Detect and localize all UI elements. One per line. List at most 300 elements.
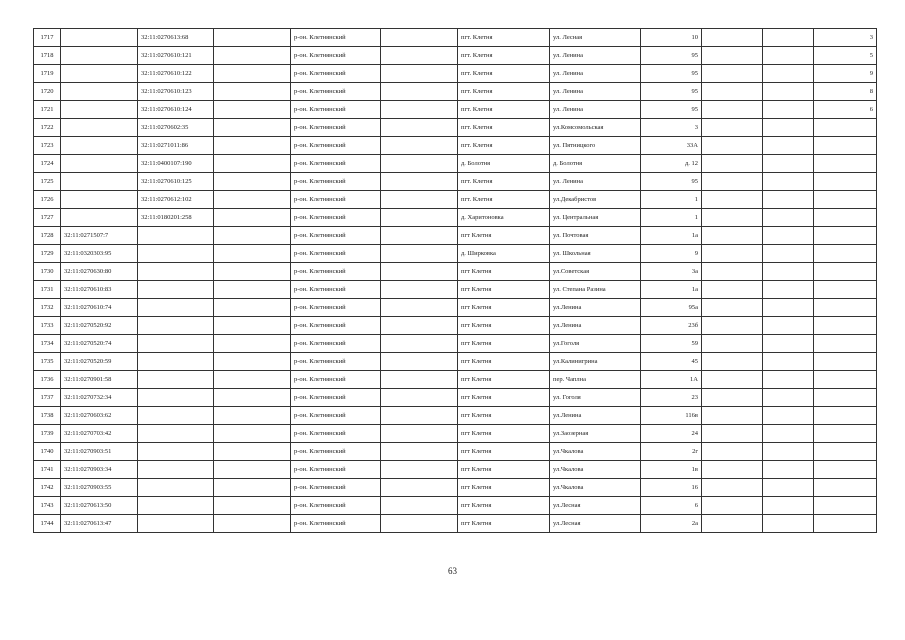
- district-cell: р-он. Клетнянский: [291, 245, 381, 263]
- locality-cell: пгт. Клетня: [458, 101, 550, 119]
- empty-cell: [702, 227, 763, 245]
- street-cell: ул. Почтовая: [550, 227, 641, 245]
- empty-cell: [763, 83, 814, 101]
- row-number-cell: 1727: [34, 209, 61, 227]
- empty-cell: [214, 515, 291, 533]
- empty-cell: [214, 479, 291, 497]
- flat-number-cell: 6: [814, 101, 877, 119]
- cadastral-number-alt-cell: 32:11:0270612:102: [138, 191, 214, 209]
- row-number-cell: 1722: [34, 119, 61, 137]
- empty-cell: [214, 245, 291, 263]
- street-cell: ул. Ленина: [550, 173, 641, 191]
- empty-cell: [702, 119, 763, 137]
- street-cell: ул.Советская: [550, 263, 641, 281]
- house-number-cell: 1а: [641, 281, 702, 299]
- district-cell: р-он. Клетнянский: [291, 263, 381, 281]
- empty-cell: [381, 335, 458, 353]
- street-cell: пер. Чаплна: [550, 371, 641, 389]
- empty-cell: [702, 245, 763, 263]
- empty-cell: [381, 65, 458, 83]
- district-cell: р-он. Клетнянский: [291, 407, 381, 425]
- cadastral-number-cell: 32:11:0270520:92: [61, 317, 138, 335]
- empty-cell: [214, 137, 291, 155]
- row-number-cell: 1731: [34, 281, 61, 299]
- cadastral-number-alt-cell: 32:11:0271011:86: [138, 137, 214, 155]
- flat-number-cell: [814, 497, 877, 515]
- row-number-cell: 1725: [34, 173, 61, 191]
- house-number-cell: 16: [641, 479, 702, 497]
- empty-cell: [381, 119, 458, 137]
- locality-cell: пгт Клетня: [458, 389, 550, 407]
- cadastral-number-alt-cell: 32:11:0270610:124: [138, 101, 214, 119]
- empty-cell: [763, 461, 814, 479]
- registry-table-body: [34, 29, 877, 533]
- table-row: [34, 281, 877, 299]
- street-cell: ул.Лесная: [550, 497, 641, 515]
- empty-cell: [381, 137, 458, 155]
- locality-cell: пгт Клетня: [458, 371, 550, 389]
- flat-number-cell: [814, 425, 877, 443]
- empty-cell: [381, 515, 458, 533]
- empty-cell: [763, 335, 814, 353]
- district-cell: р-он. Клетнянский: [291, 389, 381, 407]
- empty-cell: [702, 353, 763, 371]
- flat-number-cell: [814, 263, 877, 281]
- empty-cell: [763, 407, 814, 425]
- row-number-cell: 1730: [34, 263, 61, 281]
- row-number-cell: 1743: [34, 497, 61, 515]
- street-cell: ул.Лесная: [550, 515, 641, 533]
- cadastral-number-cell: 32:11:0270520:59: [61, 353, 138, 371]
- empty-cell: [381, 83, 458, 101]
- house-number-cell: 116в: [641, 407, 702, 425]
- cadastral-number-alt-cell: [138, 407, 214, 425]
- cadastral-number-cell: [61, 137, 138, 155]
- empty-cell: [381, 371, 458, 389]
- district-cell: р-он. Клетнянский: [291, 353, 381, 371]
- street-cell: ул. Гоголя: [550, 389, 641, 407]
- flat-number-cell: [814, 479, 877, 497]
- table-row: [34, 389, 877, 407]
- cadastral-number-alt-cell: [138, 227, 214, 245]
- cadastral-number-alt-cell: 32:11:0270610:123: [138, 83, 214, 101]
- flat-number-cell: [814, 335, 877, 353]
- registry-table: [33, 28, 877, 533]
- flat-number-cell: [814, 173, 877, 191]
- house-number-cell: 95а: [641, 299, 702, 317]
- empty-cell: [763, 317, 814, 335]
- cadastral-number-cell: 32:11:0270610:74: [61, 299, 138, 317]
- locality-cell: д. Болотня: [458, 155, 550, 173]
- flat-number-cell: [814, 245, 877, 263]
- flat-number-cell: [814, 443, 877, 461]
- street-cell: ул.Декабристов: [550, 191, 641, 209]
- row-number-cell: 1741: [34, 461, 61, 479]
- empty-cell: [702, 317, 763, 335]
- street-cell: ул. Лесная: [550, 29, 641, 47]
- row-number-cell: 1738: [34, 407, 61, 425]
- district-cell: р-он. Клетнянский: [291, 497, 381, 515]
- flat-number-cell: 9: [814, 65, 877, 83]
- empty-cell: [214, 155, 291, 173]
- empty-cell: [381, 101, 458, 119]
- flat-number-cell: 5: [814, 47, 877, 65]
- table-row: [34, 461, 877, 479]
- empty-cell: [381, 461, 458, 479]
- empty-cell: [214, 497, 291, 515]
- empty-cell: [763, 479, 814, 497]
- table-row: [34, 335, 877, 353]
- table-row: [34, 497, 877, 515]
- district-cell: р-он. Клетнянский: [291, 191, 381, 209]
- empty-cell: [763, 47, 814, 65]
- empty-cell: [381, 497, 458, 515]
- cadastral-number-alt-cell: [138, 497, 214, 515]
- flat-number-cell: [814, 317, 877, 335]
- street-cell: ул.Калинигрина: [550, 353, 641, 371]
- empty-cell: [381, 389, 458, 407]
- cadastral-number-alt-cell: [138, 479, 214, 497]
- cadastral-number-alt-cell: [138, 389, 214, 407]
- house-number-cell: д. 12: [641, 155, 702, 173]
- empty-cell: [763, 227, 814, 245]
- empty-cell: [381, 263, 458, 281]
- street-cell: ул. Пятницкого: [550, 137, 641, 155]
- house-number-cell: 1: [641, 191, 702, 209]
- street-cell: ул. Ленина: [550, 101, 641, 119]
- empty-cell: [702, 137, 763, 155]
- locality-cell: д. Ширковка: [458, 245, 550, 263]
- district-cell: р-он. Клетнянский: [291, 47, 381, 65]
- empty-cell: [381, 191, 458, 209]
- empty-cell: [214, 299, 291, 317]
- house-number-cell: 95: [641, 83, 702, 101]
- flat-number-cell: [814, 353, 877, 371]
- row-number-cell: 1735: [34, 353, 61, 371]
- locality-cell: пгт Клетня: [458, 461, 550, 479]
- row-number-cell: 1721: [34, 101, 61, 119]
- cadastral-number-alt-cell: [138, 515, 214, 533]
- empty-cell: [381, 407, 458, 425]
- empty-cell: [702, 101, 763, 119]
- empty-cell: [702, 515, 763, 533]
- empty-cell: [214, 83, 291, 101]
- cadastral-number-alt-cell: 32:11:0270610:122: [138, 65, 214, 83]
- district-cell: р-он. Клетнянский: [291, 119, 381, 137]
- empty-cell: [763, 191, 814, 209]
- page-number: 63: [448, 566, 457, 576]
- cadastral-number-alt-cell: [138, 443, 214, 461]
- cadastral-number-alt-cell: 32:11:0270610:125: [138, 173, 214, 191]
- street-cell: д. Болотня: [550, 155, 641, 173]
- empty-cell: [763, 425, 814, 443]
- table-row: [34, 155, 877, 173]
- empty-cell: [702, 299, 763, 317]
- row-number-cell: 1732: [34, 299, 61, 317]
- house-number-cell: 1А: [641, 371, 702, 389]
- empty-cell: [702, 173, 763, 191]
- locality-cell: пгт Клетня: [458, 353, 550, 371]
- cadastral-number-cell: 32:11:0271507:7: [61, 227, 138, 245]
- cadastral-number-cell: 32:11:0270520:74: [61, 335, 138, 353]
- empty-cell: [214, 65, 291, 83]
- flat-number-cell: [814, 137, 877, 155]
- district-cell: р-он. Клетнянский: [291, 83, 381, 101]
- district-cell: р-он. Клетнянский: [291, 299, 381, 317]
- empty-cell: [381, 425, 458, 443]
- cadastral-number-alt-cell: [138, 299, 214, 317]
- cadastral-number-alt-cell: [138, 281, 214, 299]
- empty-cell: [214, 317, 291, 335]
- locality-cell: пгт. Клетня: [458, 83, 550, 101]
- table-row: [34, 425, 877, 443]
- empty-cell: [214, 209, 291, 227]
- empty-cell: [381, 245, 458, 263]
- empty-cell: [763, 209, 814, 227]
- flat-number-cell: [814, 281, 877, 299]
- cadastral-number-cell: [61, 119, 138, 137]
- empty-cell: [381, 227, 458, 245]
- table-row: [34, 371, 877, 389]
- empty-cell: [214, 173, 291, 191]
- table-row: [34, 227, 877, 245]
- empty-cell: [763, 389, 814, 407]
- table-row: [34, 173, 877, 191]
- empty-cell: [702, 65, 763, 83]
- empty-cell: [381, 353, 458, 371]
- district-cell: р-он. Клетнянский: [291, 461, 381, 479]
- cadastral-number-cell: [61, 65, 138, 83]
- locality-cell: пгт Клетня: [458, 407, 550, 425]
- district-cell: р-он. Клетнянский: [291, 371, 381, 389]
- house-number-cell: 33А: [641, 137, 702, 155]
- cadastral-number-alt-cell: [138, 371, 214, 389]
- street-cell: ул.Ленина: [550, 407, 641, 425]
- empty-cell: [381, 443, 458, 461]
- empty-cell: [763, 353, 814, 371]
- street-cell: ул. Ленина: [550, 83, 641, 101]
- table-row: [34, 191, 877, 209]
- flat-number-cell: [814, 461, 877, 479]
- cadastral-number-alt-cell: 32:11:0270610:121: [138, 47, 214, 65]
- cadastral-number-alt-cell: [138, 353, 214, 371]
- table-row: [34, 209, 877, 227]
- cadastral-number-cell: 32:11:0270603:62: [61, 407, 138, 425]
- district-cell: р-он. Клетнянский: [291, 173, 381, 191]
- cadastral-number-cell: [61, 191, 138, 209]
- flat-number-cell: [814, 227, 877, 245]
- locality-cell: пгт Клетня: [458, 299, 550, 317]
- table-row: [34, 65, 877, 83]
- cadastral-number-cell: 32:11:0270901:58: [61, 371, 138, 389]
- empty-cell: [214, 227, 291, 245]
- empty-cell: [702, 155, 763, 173]
- empty-cell: [381, 173, 458, 191]
- empty-cell: [214, 425, 291, 443]
- empty-cell: [214, 281, 291, 299]
- cadastral-number-cell: 32:11:0270610:83: [61, 281, 138, 299]
- locality-cell: пгт. Клетня: [458, 119, 550, 137]
- empty-cell: [381, 155, 458, 173]
- row-number-cell: 1728: [34, 227, 61, 245]
- house-number-cell: 59: [641, 335, 702, 353]
- table-row: [34, 443, 877, 461]
- cadastral-number-cell: [61, 155, 138, 173]
- cadastral-number-cell: 32:11:0320303:95: [61, 245, 138, 263]
- locality-cell: пгт Клетня: [458, 479, 550, 497]
- empty-cell: [702, 83, 763, 101]
- street-cell: ул. Центральная: [550, 209, 641, 227]
- cadastral-number-cell: [61, 173, 138, 191]
- district-cell: р-он. Клетнянский: [291, 209, 381, 227]
- cadastral-number-alt-cell: [138, 335, 214, 353]
- locality-cell: пгт Клетня: [458, 335, 550, 353]
- locality-cell: пгт. Клетня: [458, 191, 550, 209]
- empty-cell: [214, 101, 291, 119]
- empty-cell: [763, 173, 814, 191]
- empty-cell: [381, 299, 458, 317]
- empty-cell: [214, 371, 291, 389]
- empty-cell: [702, 443, 763, 461]
- locality-cell: пгт. Клетня: [458, 137, 550, 155]
- district-cell: р-он. Клетнянский: [291, 29, 381, 47]
- house-number-cell: 95: [641, 101, 702, 119]
- row-number-cell: 1742: [34, 479, 61, 497]
- house-number-cell: 24: [641, 425, 702, 443]
- street-cell: ул.Ленина: [550, 317, 641, 335]
- empty-cell: [381, 29, 458, 47]
- table-row: [34, 263, 877, 281]
- street-cell: ул. Школьная: [550, 245, 641, 263]
- cadastral-number-alt-cell: [138, 425, 214, 443]
- cadastral-number-cell: 32:11:0270903:34: [61, 461, 138, 479]
- street-cell: ул.Чкалова: [550, 461, 641, 479]
- street-cell: ул. Ленина: [550, 65, 641, 83]
- district-cell: р-он. Клетнянский: [291, 155, 381, 173]
- table-row: [34, 407, 877, 425]
- house-number-cell: 23б: [641, 317, 702, 335]
- cadastral-number-cell: 32:11:0270903:51: [61, 443, 138, 461]
- locality-cell: пгт Клетня: [458, 443, 550, 461]
- empty-cell: [763, 119, 814, 137]
- district-cell: р-он. Клетнянский: [291, 335, 381, 353]
- flat-number-cell: [814, 155, 877, 173]
- cadastral-number-cell: [61, 29, 138, 47]
- district-cell: р-он. Клетнянский: [291, 479, 381, 497]
- empty-cell: [763, 101, 814, 119]
- flat-number-cell: [814, 371, 877, 389]
- cadastral-number-alt-cell: 32:11:0400107:190: [138, 155, 214, 173]
- table-row: [34, 101, 877, 119]
- empty-cell: [214, 191, 291, 209]
- house-number-cell: 2г: [641, 443, 702, 461]
- cadastral-number-cell: 32:11:0270903:55: [61, 479, 138, 497]
- district-cell: р-он. Клетнянский: [291, 317, 381, 335]
- table-row: [34, 83, 877, 101]
- empty-cell: [763, 299, 814, 317]
- empty-cell: [763, 155, 814, 173]
- cadastral-number-cell: [61, 209, 138, 227]
- empty-cell: [214, 263, 291, 281]
- flat-number-cell: [814, 389, 877, 407]
- house-number-cell: 23: [641, 389, 702, 407]
- empty-cell: [381, 281, 458, 299]
- empty-cell: [702, 497, 763, 515]
- locality-cell: пгт Клетня: [458, 497, 550, 515]
- empty-cell: [214, 335, 291, 353]
- row-number-cell: 1724: [34, 155, 61, 173]
- cadastral-number-cell: [61, 47, 138, 65]
- row-number-cell: 1719: [34, 65, 61, 83]
- empty-cell: [702, 461, 763, 479]
- row-number-cell: 1717: [34, 29, 61, 47]
- empty-cell: [702, 335, 763, 353]
- empty-cell: [702, 479, 763, 497]
- cadastral-number-alt-cell: 32:11:0270602:35: [138, 119, 214, 137]
- table-row: [34, 353, 877, 371]
- house-number-cell: 1а: [641, 227, 702, 245]
- row-number-cell: 1733: [34, 317, 61, 335]
- locality-cell: пгт Клетня: [458, 263, 550, 281]
- table-row: [34, 29, 877, 47]
- district-cell: р-он. Клетнянский: [291, 281, 381, 299]
- flat-number-cell: 3: [814, 29, 877, 47]
- table-row: [34, 317, 877, 335]
- street-cell: ул.Заозерная: [550, 425, 641, 443]
- empty-cell: [214, 29, 291, 47]
- district-cell: р-он. Клетнянский: [291, 137, 381, 155]
- empty-cell: [763, 515, 814, 533]
- house-number-cell: 95: [641, 173, 702, 191]
- empty-cell: [763, 245, 814, 263]
- cadastral-number-cell: 32:11:0270630:80: [61, 263, 138, 281]
- flat-number-cell: 8: [814, 83, 877, 101]
- empty-cell: [763, 263, 814, 281]
- empty-cell: [214, 461, 291, 479]
- empty-cell: [702, 191, 763, 209]
- empty-cell: [702, 29, 763, 47]
- cadastral-number-cell: [61, 101, 138, 119]
- cadastral-number-alt-cell: [138, 263, 214, 281]
- house-number-cell: 2а: [641, 515, 702, 533]
- row-number-cell: 1739: [34, 425, 61, 443]
- district-cell: р-он. Клетнянский: [291, 443, 381, 461]
- empty-cell: [702, 263, 763, 281]
- house-number-cell: 1в: [641, 461, 702, 479]
- table-row: [34, 299, 877, 317]
- flat-number-cell: [814, 191, 877, 209]
- cadastral-number-alt-cell: [138, 461, 214, 479]
- locality-cell: пгт Клетня: [458, 515, 550, 533]
- empty-cell: [763, 65, 814, 83]
- cadastral-number-cell: 32:11:0270732:34: [61, 389, 138, 407]
- house-number-cell: 6: [641, 497, 702, 515]
- cadastral-number-cell: 32:11:0270703:42: [61, 425, 138, 443]
- empty-cell: [702, 371, 763, 389]
- house-number-cell: 95: [641, 65, 702, 83]
- flat-number-cell: [814, 209, 877, 227]
- empty-cell: [214, 443, 291, 461]
- empty-cell: [763, 137, 814, 155]
- street-cell: ул.Чкалова: [550, 479, 641, 497]
- cadastral-number-cell: 32:11:0270613:50: [61, 497, 138, 515]
- empty-cell: [381, 479, 458, 497]
- row-number-cell: 1740: [34, 443, 61, 461]
- locality-cell: пгт Клетня: [458, 227, 550, 245]
- empty-cell: [763, 371, 814, 389]
- row-number-cell: 1726: [34, 191, 61, 209]
- cadastral-number-alt-cell: 32:11:0180201:258: [138, 209, 214, 227]
